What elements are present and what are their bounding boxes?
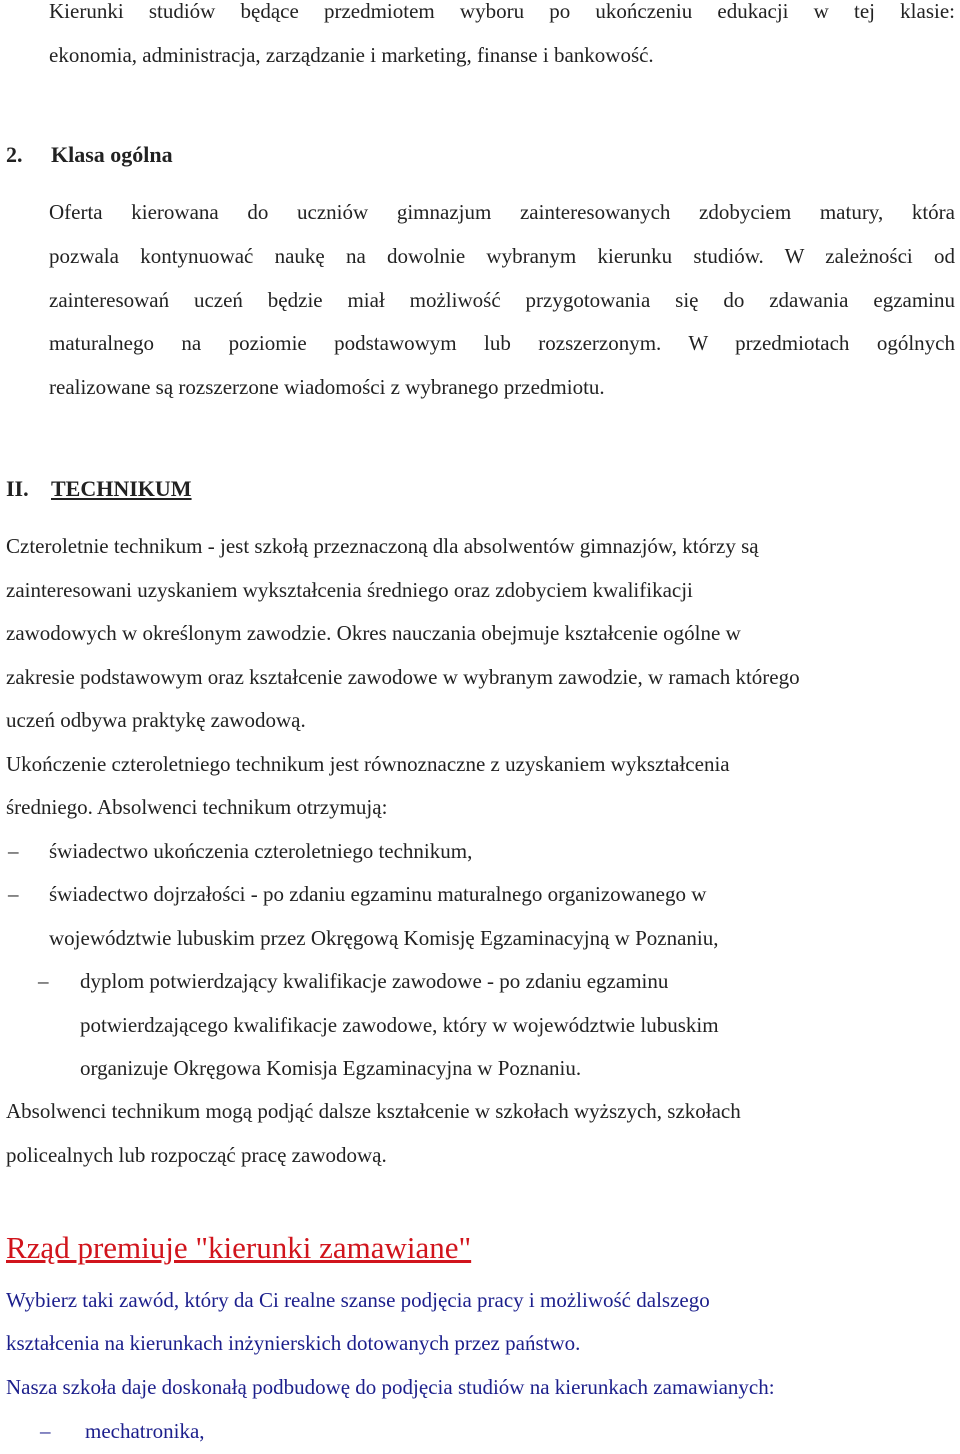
section-2-line-2: pozwala kontynuować naukę na dowolnie wybranym kierunku studiów. W zależności od (49, 244, 955, 268)
section-II-closing-line-1: Absolwenci technikum mogą podjąć dalsze kształcenie w szkołach wyższych, szkołach (6, 1099, 741, 1123)
section-II-line-2: zainteresowani uzyskaniem wykształcenia średniego oraz zdobyciem kwalifikacji (6, 578, 693, 602)
list-item-3-line-1: dyplom potwierdzający kwalifikacje zawodowe - po zdaniu egzaminu (80, 969, 669, 993)
list-dash-marker: – (8, 882, 19, 906)
list-item-1: świadectwo ukończenia czteroletniego technikum, (49, 839, 473, 863)
section-II-closing-line-2: policealnych lub rozpocząć pracę zawodową. (6, 1143, 387, 1167)
section-II-line-1: Czteroletnie technikum - jest szkołą przeznaczoną dla absolwentów gimnazjów, którzy są (6, 534, 759, 558)
section-II-heading (6, 474, 192, 504)
section-2-line-4: maturalnego na poziomie podstawowym lub rozszerzonym. W przedmiotach ogólnych (49, 331, 955, 355)
promo-line-1: Wybierz taki zawód, który da Ci realne szanse podjęcia pracy i możliwość dalszego (6, 1288, 710, 1312)
section-II-number: II. (6, 476, 29, 501)
section-2-number: 2. (6, 142, 23, 167)
intro-line-2: ekonomia, administracja, zarządzanie i marketing, finanse i bankowość. (49, 43, 654, 67)
list-item-2-line-1: świadectwo dojrzałości - po zdaniu egzaminu maturalnego organizowanego w (49, 882, 707, 906)
section-2-line-3: zainteresowań uczeń będzie miał możliwość przygotowania się do zdawania egzaminu (49, 288, 955, 312)
promo-heading: Rząd premiuje "kierunki zamawiane" (6, 1230, 472, 1265)
section-II-line-4: zakresie podstawowym oraz kształcenie zawodowe w wybranym zawodzie, w ramach którego (6, 665, 800, 689)
section-II-line-3: zawodowych w określonym zawodzie. Okres nauczania obejmuje kształcenie ogólne w (6, 621, 741, 645)
list-dash-marker: – (40, 1419, 51, 1443)
section-2-title: Klasa ogólna (51, 142, 173, 167)
section-2-line-5: realizowane są rozszerzone wiadomości z wybranego przedmiotu. (49, 375, 605, 399)
section-II-title: TECHNIKUM (51, 476, 192, 501)
section-II-line-6: Ukończenie czteroletniego technikum jest równoznaczne z uzyskaniem wykształcenia (6, 752, 730, 776)
list-item-3-line-2: potwierdzającego kwalifikacje zawodowe, który w województwie lubuskim (80, 1013, 719, 1037)
section-2-heading (6, 140, 173, 170)
intro-line-1: Kierunki studiów będące przedmiotem wyboru po ukończeniu edukacji w tej klasie: (49, 0, 955, 23)
promo-line-2: kształcenia na kierunkach inżynierskich dotowanych przez państwo. (6, 1331, 581, 1355)
section-II-line-7: średniego. Absolwenci technikum otrzymują: (6, 795, 388, 819)
list-item-2-line-2: województwie lubuskim przez Okręgową Komisję Egzaminacyjną w Poznaniu, (49, 926, 719, 950)
promo-line-3: Nasza szkoła daje doskonałą podbudowę do podjęcia studiów na kierunkach zamawianych: (6, 1375, 775, 1399)
list-item-3-line-3: organizuje Okręgowa Komisja Egzaminacyjna w Poznaniu. (80, 1056, 582, 1080)
list-dash-marker: – (38, 969, 49, 993)
section-II-line-5: uczeń odbywa praktykę zawodową. (6, 708, 306, 732)
section-2-line-1: Oferta kierowana do uczniów gimnazjum zainteresowanych zdobyciem matury, która (49, 200, 955, 224)
promo-list-item-1: mechatronika, (85, 1419, 205, 1443)
list-dash-marker: – (8, 839, 19, 863)
